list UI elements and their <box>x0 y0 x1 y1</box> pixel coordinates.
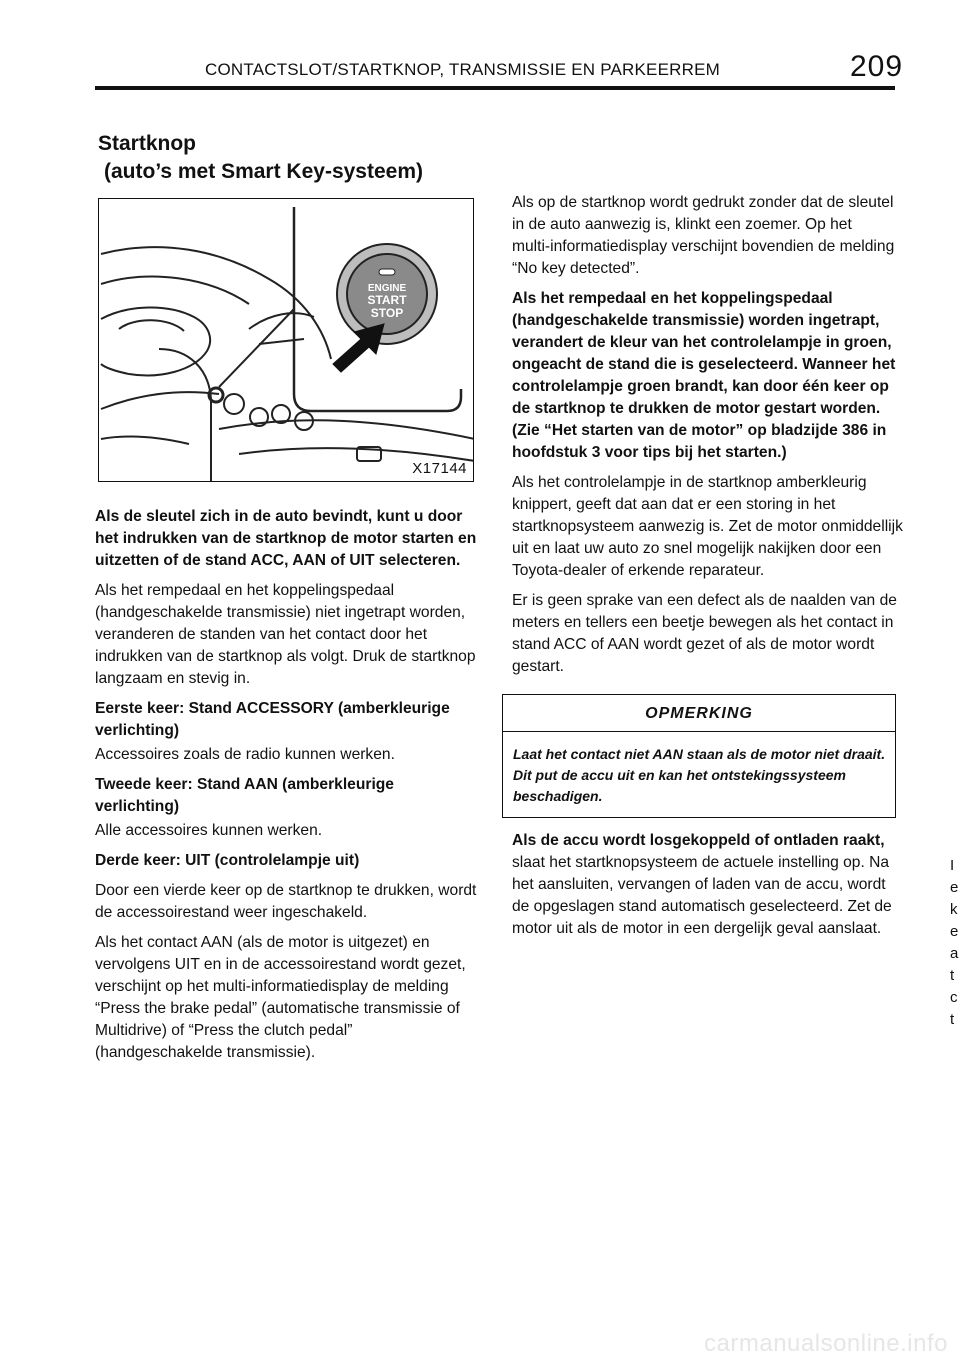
left-column <box>95 506 480 1072</box>
third-press-heading: Derde keer: UIT (controlelampje uit) <box>95 852 360 869</box>
battery-paragraph <box>512 830 904 940</box>
header-rule <box>95 86 895 90</box>
needle-movement-paragraph: Er is geen sprake van een defect als de naalden van de meters en tellers een beetje bewegen als het contact in stand ACC of AAN wordt gezet of als de motor wordt gestart. <box>512 592 897 675</box>
section-title <box>98 130 423 186</box>
position-change-paragraph: Als het rempedaal en het koppelingspedaal (handgeschakelde transmissie) niet ingetrapt worden, veranderen de standen van het contact door het indrukken van de startknop als volgt. Druk de startknop langzaam en stevig in. <box>95 582 476 687</box>
cropped-margin-text: I e k e a t c t <box>950 857 959 1028</box>
notice-text: Laat het contact niet AAN staan als de motor niet draait. Dit put de accu uit en kan het ontstekingssysteem beschadigen. <box>513 746 886 804</box>
battery-paragraph-rest: slaat het startknopsysteem de actuele instelling op. Na het aansluiten, vervangen of laden van de accu, wordt de opgeslagen stand automatisch geselecteerd. Zet de motor uit als de motor in een dergelijk geval aanslaat. <box>512 854 892 937</box>
button-label-engine: ENGINE <box>367 283 407 294</box>
watermark: carmanualsonline.info <box>704 1330 948 1357</box>
pointer-arrow-icon <box>333 324 384 372</box>
dashboard-drawing <box>99 199 474 482</box>
second-press-heading: Tweede keer: Stand AAN (amberkleurige verlichting) <box>95 776 394 815</box>
battery-paragraph-lead: Als de accu wordt losgekoppeld of ontladen raakt, <box>512 832 885 849</box>
right-column <box>512 192 904 948</box>
figure-code: X17144 <box>412 460 467 477</box>
notice-title: OPMERKING <box>503 695 895 732</box>
no-key-paragraph: Als op de startknop wordt gedrukt zonder dat de sleutel in de auto aanwezig is, klinkt een zoemer. Op het multi‑informatiedisplay verschijnt bovendien de melding “No key detected”. <box>512 194 895 277</box>
notice-box <box>502 694 896 818</box>
running-header-title: CONTACTSLOT/STARTKNOP, TRANSMISSIE EN PARKEERREM <box>205 60 720 79</box>
fourth-press-paragraph: Door een vierde keer op de startknop te drukken, wordt de accessoirestand weer ingeschakeld. <box>95 882 477 921</box>
section-subtitle: (auto’s met Smart Key‑systeem) <box>104 160 423 183</box>
start-button-illustration <box>98 198 474 482</box>
button-label-stop: STOP <box>370 306 404 320</box>
malfunction-paragraph: Als het controlelampje in de startknop amberkleurig knippert, geeft dat aan dat er een storing in het startknopsysteem aanwezig is. Zet de motor onmiddellijk uit en laat uw auto zo snel mogelijk nakijken door een Toyota‑dealer of erkende reparateur. <box>512 474 903 579</box>
section-title-main: Startknop <box>98 132 197 155</box>
green-lamp-paragraph: Als het rempedaal en het koppelingspedaal (handgeschakelde transmissie) worden ingetrapt, verandert de kleur van het controlelampje in groen, ongeacht de stand die is geselecteerd. Wanneer het controlelampje groen brandt, kan door één keer op de startknop te drukken de motor gestart worden. (Zie “Het starten van de motor” op bladzijde 386 in hoofdstuk 3 voor tips bij het starten.) <box>512 290 896 461</box>
first-press-heading: Eerste keer: Stand ACCESSORY (amberkleurige verlichting) <box>95 700 450 739</box>
first-press-text: Accessoires zoals de radio kunnen werken. <box>95 746 395 763</box>
page-number: 209 <box>850 50 904 83</box>
intro-paragraph: Als de sleutel zich in de auto bevindt, kunt u door het indrukken van de startknop de motor starten en uitzetten of de stand ACC, AAN of UIT selecteren. <box>95 508 477 569</box>
second-press-text: Alle accessoires kunnen werken. <box>95 822 323 839</box>
button-label-start: START <box>367 293 407 307</box>
display-message-paragraph: Als het contact AAN (als de motor is uitgezet) en vervolgens UIT en in de accessoirestand wordt gezet, verschijnt op het multi‑informatiedisplay de melding “Press the brake pedal” (automatische transmissie of Multidrive) of “Press the clutch pedal” (handgeschakelde transmissie). <box>95 934 466 1061</box>
